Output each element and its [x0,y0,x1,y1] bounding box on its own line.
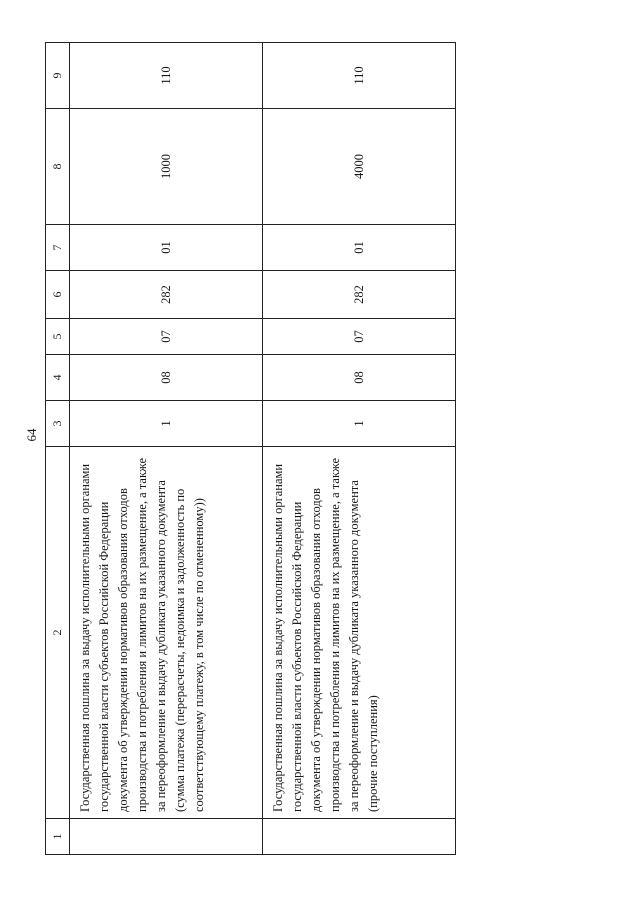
column-header-6: 6 [46,271,70,319]
table-row [263,43,456,855]
row-description: Государственная пошлина за выдачу исполнительными органами государственной власти субъектов Российской Федерации документа об утверждении нормативов образования отходов производства и потребления и лимитов на их размещение, а также за переоформление и выдачу дубликата указанного документа (сумма платежа (перерасчеты, недоимка и задолженность по соответствующему платежу, в том числе по отмененному)) [70,447,263,819]
row-col-6: 282 [263,271,456,319]
budget-classification-table [45,42,456,855]
column-header-5: 5 [46,319,70,355]
column-header-4: 4 [46,355,70,401]
column-header-2: 2 [46,447,70,819]
row-col-7: 01 [70,225,263,271]
row-col-5: 07 [70,319,263,355]
row-col-9: 110 [70,43,263,109]
column-header-3: 3 [46,401,70,447]
row-col-4: 08 [263,355,456,401]
row-description: Государственная пошлина за выдачу исполнительными органами государственной власти субъектов Российской Федерации документа об утверждении нормативов образования отходов производства и потребления и лимитов на их размещение, а также за переоформление и выдачу дубликата указанного документа (прочие поступления) [263,447,456,819]
column-header-9: 9 [46,43,70,109]
row-col-5: 07 [263,319,456,355]
row-col-1 [70,819,263,855]
row-col-4: 08 [70,355,263,401]
table-container [45,43,432,855]
row-col-3: 1 [263,401,456,447]
row-col-8: 4000 [263,109,456,225]
row-col-1 [263,819,456,855]
row-col-9: 110 [263,43,456,109]
column-header-row [46,43,70,855]
page-number: 64 [24,428,39,442]
column-header-8: 8 [46,109,70,225]
column-header-7: 7 [46,225,70,271]
table-row [70,43,263,855]
row-col-6: 282 [70,271,263,319]
column-header-1: 1 [46,819,70,855]
row-col-7: 01 [263,225,456,271]
row-col-3: 1 [70,401,263,447]
row-col-8: 1000 [70,109,263,225]
